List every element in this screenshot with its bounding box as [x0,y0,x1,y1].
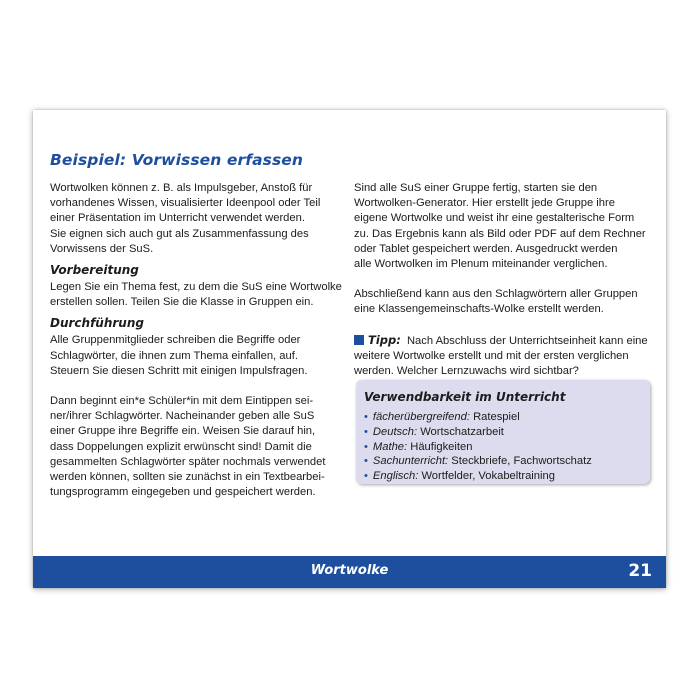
durchfuehrung-heading: Durchführung [50,316,144,331]
page-title: Beispiel: Vorwissen erfassen [50,151,304,169]
bullet-icon: • [364,455,368,468]
vorbereitung-paragraph [50,280,342,310]
text-line: Abschließend kann aus den Schlagwörtern aller Gruppen [354,288,638,301]
text-line: Wortwolken können z. B. als Impulsgeber, Anstoß für [50,182,313,194]
text-line: ner/ihrer Schlagwörter. Nacheinander geben alle SuS [50,410,315,423]
conclusion-paragraph [354,287,654,317]
subject-label: fächerübergreifend: [372,411,470,423]
durchfuehrung-paragraph-2 [50,394,342,500]
text-line: werden können, sollten sie zunächst in ein Textbearbei- [50,471,325,484]
text-line: Alle Gruppenmitglieder schreiben die Begriffe oder [50,334,301,347]
list-item [364,410,592,425]
usage-list [364,410,592,484]
tip-square-icon [354,335,364,345]
text-line: weitere Wortwolke erstellt und mit der ersten verglichen [354,349,629,362]
page-card [33,110,666,588]
text-line: Nach Abschluss der Unterrichtseinheit kann eine [406,334,648,347]
text-line: vorhandenes Wissen, visualisierter Ideenpool oder Teil [50,197,321,210]
durchfuehrung-paragraph-1 [50,333,342,379]
bullet-icon: • [364,411,368,423]
list-item [364,454,592,469]
text-line: Schlagwörter, die ihnen zum Thema einfallen, auf. [50,349,298,362]
list-item [364,440,592,455]
text-line: eigene Wortwolke und weist ihr eine gestalterische Form [354,212,635,225]
subject-text: Wortschatzarbeit [420,425,504,438]
text-line: werden. Welcher Lernzuwachs wird sichtbar? [354,365,579,378]
subject-label: Sachunterricht: [372,455,449,468]
usage-box-title: Verwendbarkeit im Unterricht [364,390,566,404]
subject-text: Steckbriefe, Fachwortschatz [451,455,592,468]
bullet-icon: • [364,470,368,483]
subject-text: Häufigkeiten [410,440,473,453]
text-line: zu. Das Ergebnis kann als Bild oder PDF auf dem Rechner [354,227,646,240]
bullet-icon: • [364,440,368,453]
text-line: einer Gruppe ihre Begriffe ein. Weisen Sie darauf hin, [50,425,316,438]
list-item [364,469,592,484]
text-line: Sie eignen sich auch gut als Zusammenfassung des [50,227,309,240]
text-line: tungsprogramm eingegeben und gespeichert werden. [50,486,316,499]
subject-label: Englisch: [372,470,419,483]
text-line: eine Klassengemeinschafts-Wolke erstellt werden. [354,303,604,316]
text-line: einer Präsentation im Unterricht verwendet werden. [50,212,305,225]
subject-text: Ratespiel [473,411,520,423]
text-line: erstellen sollen. Teilen Sie die Klasse in Gruppen ein. [50,296,314,309]
text-line: Legen Sie ein Thema fest, zu dem die SuS eine Wortwolke [50,281,342,294]
subject-label: Deutsch: [372,425,418,438]
subject-text: Wortfelder, Vokabeltraining [421,470,555,483]
text-line: Sind alle SuS einer Gruppe fertig, starten sie den [354,182,598,194]
text-line: alle Wortwolken im Plenum miteinander verglichen. [354,258,608,271]
subject-label: Mathe: [372,440,408,453]
text-line: oder Tablet gespeichert werden. Ausgedruckt werden [354,242,618,255]
text-line: Dann beginnt ein*e Schüler*in mit dem Eintippen sei- [50,395,314,408]
usage-box [356,380,650,484]
text-line: Vorwissens der SuS. [50,242,154,255]
text-line: Steuern Sie diesen Schritt mit einigen Impulsfragen. [50,364,308,377]
bullet-icon: • [364,425,368,438]
footer-title: Wortwolke [310,563,389,578]
page-number: 21 [628,561,652,581]
list-item [364,425,592,440]
text-line: Wortwolken-Generator. Hier erstellt jede Gruppe ihre [354,197,615,210]
left-column [50,181,342,500]
footer-bar [33,556,666,588]
intro-paragraph [50,181,342,257]
text-line: gesammelten Schlagwörter später nochmals verwendet [50,455,326,468]
process-paragraph [354,181,654,272]
vorbereitung-heading: Vorbereitung [50,263,139,278]
text-line: dass Doppelungen explizit erwünscht sind! Damit die [50,440,312,453]
tip-paragraph [354,333,654,380]
right-column [354,181,654,379]
tip-label: Tipp: [368,332,401,347]
